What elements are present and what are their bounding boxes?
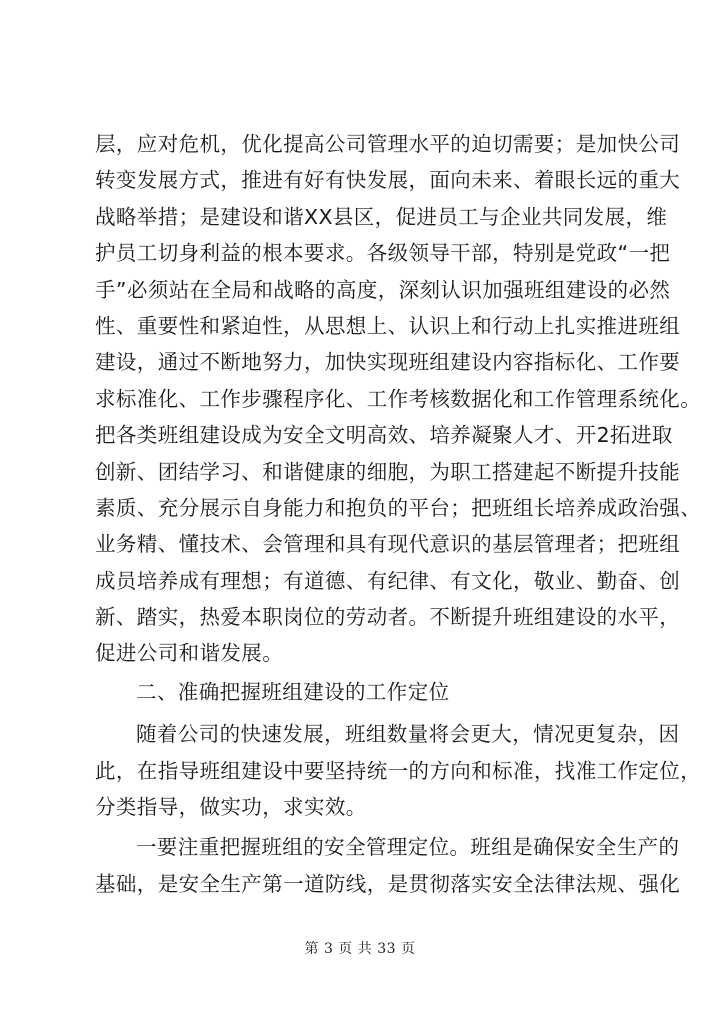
text-line: 层，应对危机，优化提高公司管理水平的迫切需要；是加快公司: [95, 132, 681, 156]
text-line: 基础，是安全生产第一道防线，是贯彻落实安全法律法规、强化: [95, 871, 681, 896]
text-line: 分类指导，做实功，求实效。: [95, 795, 367, 820]
text-line: 性、重要性和紧迫性，从思想上、认识上和行动上扎实推进班组: [95, 313, 681, 338]
text-line: 求标准化、工作步骤程序化、工作考核数据化和工作管理系统化。: [95, 386, 702, 411]
section-heading: 二、准确把握班组建设的工作定位: [136, 679, 450, 704]
page-number-footer: 第 3 页 共 33 页: [304, 941, 416, 957]
text-line: 随着公司的快速发展，班组数量将会更大，情况更复杂，因: [136, 722, 680, 747]
text-line: 新、踏实，热爱本职岗位的劳动者。不断提升班组建设的水平，: [95, 605, 681, 630]
text-line: 建设，通过不断地努力，加快实现班组建设内容指标化、工作要: [95, 350, 681, 375]
text-line: 手”必须站在全局和战略的高度，深刻认识加强班组建设的必然: [95, 277, 671, 302]
text-line: 素质、充分展示自身能力和抱负的平台；把班组长培养成政治强、: [95, 495, 702, 520]
text-line: 业务精、懂技术、会管理和具有现代意识的基层管理者；把班组: [95, 532, 681, 557]
text-line: 护员工切身利益的根本要求。各级领导干部，特别是党政“一把: [95, 241, 671, 266]
text-line: 转变发展方式，推进有好有快发展，面向未来、着眼长远的重大: [95, 168, 681, 193]
text-line: 促进公司和谐发展。: [95, 641, 284, 666]
text-line: 成员培养成有理想；有道德、有纪律、有文化，敬业、勤奋、创: [95, 568, 681, 593]
text-line: 创新、团结学习、和谐健康的细胞，为职工搭建起不断提升技能: [95, 459, 681, 484]
text-line: 把各类班组建设成为安全文明高效、培养凝聚人才、开2拓进取: [95, 423, 673, 448]
text-line: 一要注重把握班组的安全管理定位。班组是确保安全生产的: [136, 835, 680, 860]
text-line: 此，在指导班组建设中要坚持统一的方向和标准，找准工作定位，: [95, 758, 702, 783]
text-line: 战略举措；是建设和谐XX县区，促进员工与企业共同发展，维: [95, 204, 668, 229]
body-text: [95, 126, 702, 902]
